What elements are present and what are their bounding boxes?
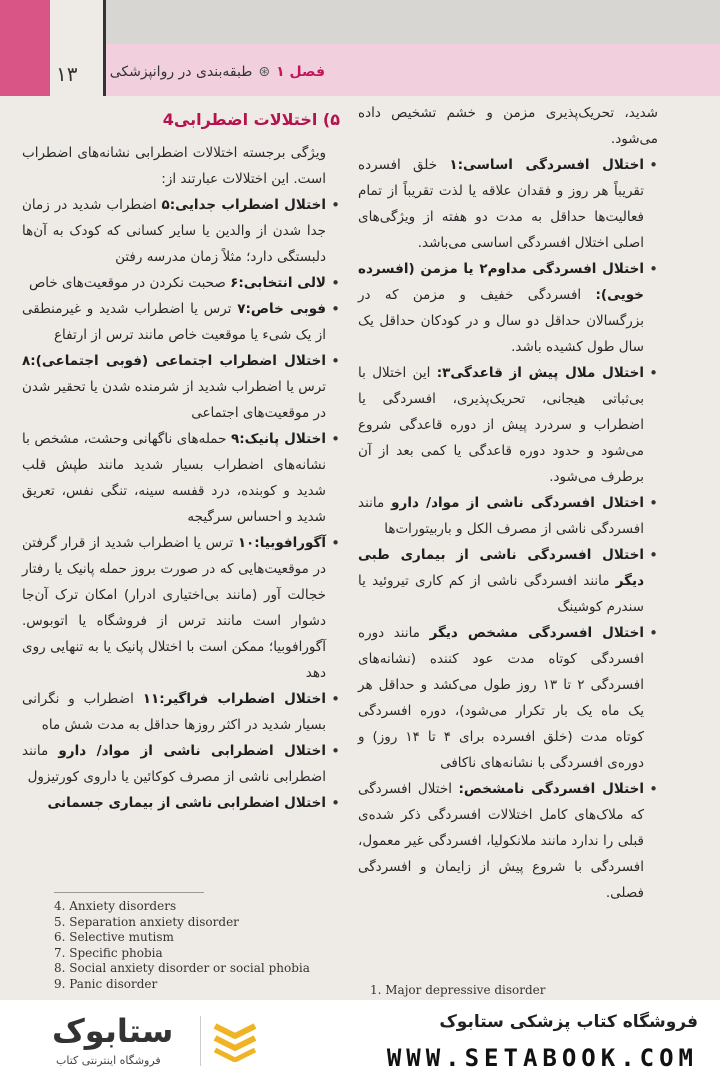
- shop-name: فروشگاه کتاب پزشکی ستابوک: [439, 1012, 698, 1032]
- header-gray-band: [104, 0, 720, 44]
- list-item: [22, 270, 340, 296]
- list-item-term: اختلال افسردگی مشخص دیگر: [429, 625, 644, 641]
- list-item-text: مانند افسردگی ناشی از کم کاری تیروئید یا سندرم کوشینگ: [358, 573, 644, 615]
- footnote: 5. Separation anxiety disorder: [54, 914, 239, 929]
- list-item-text: اضطراب شدید در زمان جدا شدن از والدین یا سایر کسانی که کودک به آن‌ها دلبستگی دارد؛ مثلاً زمان مدرسه رفتن: [22, 197, 326, 265]
- list-item-text: حمله‌های ناگهانی وحشت، مشخص با نشانه‌های اضطراب بسیار شدید مانند طپش قلب شدید و کوبنده، درد قفسه سینه، تنگی نفس، تعریق شدید و احساس سرگیجه: [22, 431, 326, 525]
- list-item-term: اختلال افسردگی نامشخص:: [458, 781, 644, 797]
- list-item-text: مانند اضطرابی ناشی از مصرف کوکائین یا داروی کورتیزول: [22, 743, 326, 785]
- list-item: [358, 490, 658, 542]
- list-item-term: اختلال پانیک:۹: [231, 431, 326, 447]
- list-item: [358, 776, 658, 906]
- list-item-text: ترس یا اضطراب شدید از قرار گرفتن در موقعیت‌هایی که در صورت بروز حمله پانیک یا رفتار خجالت آور (مانند بی‌اختیاری ادرار) امکان ترک آن‌جا دشوار است مانند ترس از فروشگاه یا اتوبوس. آگورافوبیا؛ ممکن است با اختلال پانیک یا به تنهایی روی دهد: [22, 535, 326, 681]
- chapter-title: طبقه‌بندی در روانپزشکی: [109, 64, 253, 80]
- right-column: [358, 100, 658, 906]
- list-item-text: مانند افسردگی ناشی از مصرف الکل و باربیتورات‌ها: [358, 495, 644, 537]
- list-item: [22, 348, 340, 426]
- footnote: 6. Selective mutism: [54, 930, 174, 944]
- list-item-term: اختلال افسردگی اساسی:۱: [449, 157, 644, 173]
- list-item-text: اختلال افسردگی که ملاک‌های کامل اختلالات افسردگی ذکر شده‌ی قبلی را ندارد مانند ملانکولیا، افسردگی غیر معمول، افسردگی با شروع پیش از زایمان و افسردگی فصلی.: [358, 781, 644, 901]
- section-title: ۵) اختلالات اضطرابی4: [162, 110, 340, 129]
- list-item-text: این اختلال با بی‌ثباتی هیجانی، تحریک‌پذیری، افسردگی یا اضطراب و سردرد پیش از دوره قاعدگی شروع می‌شود و حدود دوره قاعدگی یا کمی بعد از آن برطرف می‌شود.: [358, 365, 644, 485]
- list-item: [22, 686, 340, 738]
- list-item-text: خلق افسرده تقریباً هر روز و فقدان علاقه یا لذت تقریباً از تمام فعالیت‌ها حداقل به مدت دو هفته از ویژگی‌های اصلی اختلال افسردگی اساسی می‌باشد.: [358, 157, 644, 251]
- list-item-term: اختلال اضطراب جدایی:۵: [161, 197, 327, 213]
- list-item-text: مانند دوره افسردگی کوتاه مدت عود کننده (نشانه‌های افسردگی ۲ تا ۱۳ روز طول می‌کشد و حداقل هر یک ماه یک بار تکرار می‌شود)، دوره افسردگی کوتاه مدت (خلق افسرده برای ۴ تا ۱۴ روز) و دوره‌ی افسردگی با نشانه‌های ناکافی: [358, 625, 644, 771]
- list-item-text: ترس یا اضطراب شدید و غیرمنطقی از یک شیء یا موقعیت خاص مانند ترس از ارتفاع: [22, 301, 326, 343]
- footnotes-right: [370, 983, 670, 997]
- list-item: [358, 152, 658, 256]
- list-item: [22, 192, 340, 270]
- chapter-label: فصل ۱: [276, 64, 325, 80]
- list-item-text: ترس یا اضطراب شدید از شرمنده شدن یا تحقیر شدن در موقعیت‌های اجتماعی: [22, 379, 326, 421]
- list-item: [22, 738, 340, 790]
- list-item: [22, 296, 340, 348]
- footnote: 7. Specific phobia: [54, 945, 163, 960]
- list-item-term: اختلال اضطراب فراگیر:۱۱: [142, 691, 326, 707]
- list-item-term: اختلال اضطرابی ناشی از بیماری جسمانی: [47, 795, 326, 811]
- list-item-term: اختلال اضطراب اجتماعی (فوبی اجتماعی):۸: [22, 353, 326, 369]
- footnote: 1. Major depressive disorder: [370, 983, 546, 997]
- logo-divider: [200, 1016, 201, 1066]
- list-item-text: اضطراب و نگرانی بسیار شدید در اکثر روزها حداقل به مدت شش ماه: [22, 691, 326, 733]
- list-item: [358, 360, 658, 490]
- footnote: 8. Social anxiety disorder or social phobia: [54, 961, 310, 975]
- continuation-text: شدید، تحریک‌پذیری مزمن و خشم تشخیص داده می‌شود.: [358, 105, 658, 147]
- list-item-term: اختلال افسردگی ناشی از بیماری طبی دیگر: [358, 547, 644, 589]
- book-stack-icon: [210, 1018, 260, 1062]
- list-item: [22, 530, 340, 686]
- store-logo-subtitle: فروشگاه اینترنتی کتاب: [56, 1054, 161, 1067]
- list-item-term: اختلال افسردگی ناشی از مواد/ دارو: [391, 495, 644, 511]
- list-item: [358, 542, 658, 620]
- circle-separator-icon: ⊛: [258, 64, 271, 80]
- header-divider: [103, 0, 106, 96]
- page-number: ۱۳: [56, 62, 78, 86]
- list-item-term: آگورافوبیا:۱۰: [237, 535, 326, 551]
- list-item: [358, 256, 658, 360]
- list-item-text: صحبت نکردن در موقعیت‌های خاص: [28, 275, 226, 291]
- store-banner: [0, 1000, 720, 1080]
- left-column: [22, 106, 340, 816]
- footnote-rule: [54, 892, 204, 893]
- footnotes-left: [54, 899, 334, 992]
- list-item: [22, 426, 340, 530]
- store-logo-text: ستابوک: [52, 1012, 174, 1050]
- list-item-term: اختلال افسردگی مداوم۲ یا مزمن (افسرده خویی):: [358, 261, 645, 303]
- list-item-text: افسردگی خفیف و مزمن که در بزرگسالان حداقل دو سال و در کودکان حداقل یک سال طول کشیده باشد.: [358, 287, 644, 355]
- footnote: 4. Anxiety disorders: [54, 899, 177, 913]
- list-item: [22, 790, 340, 816]
- list-item-term: فوبی خاص:۷: [237, 301, 327, 317]
- shop-url[interactable]: WWW.SETABOOK.COM: [386, 1044, 698, 1072]
- list-item: [358, 620, 658, 776]
- list-item-term: لالی انتخابی:۶: [230, 275, 326, 291]
- section-intro: ویژگی برجسته اختلالات اضطرابی نشانه‌های اضطراب است. این اختلالات عبارتند از:: [22, 145, 326, 187]
- running-header: [110, 64, 325, 80]
- header-pink-tab: [0, 0, 50, 96]
- list-item-term: اختلال ملال پیش از قاعدگی۳:: [436, 365, 644, 381]
- list-item-term: اختلال اضطرابی ناشی از مواد/ دارو: [58, 743, 327, 759]
- footnote: 9. Panic disorder: [54, 976, 158, 991]
